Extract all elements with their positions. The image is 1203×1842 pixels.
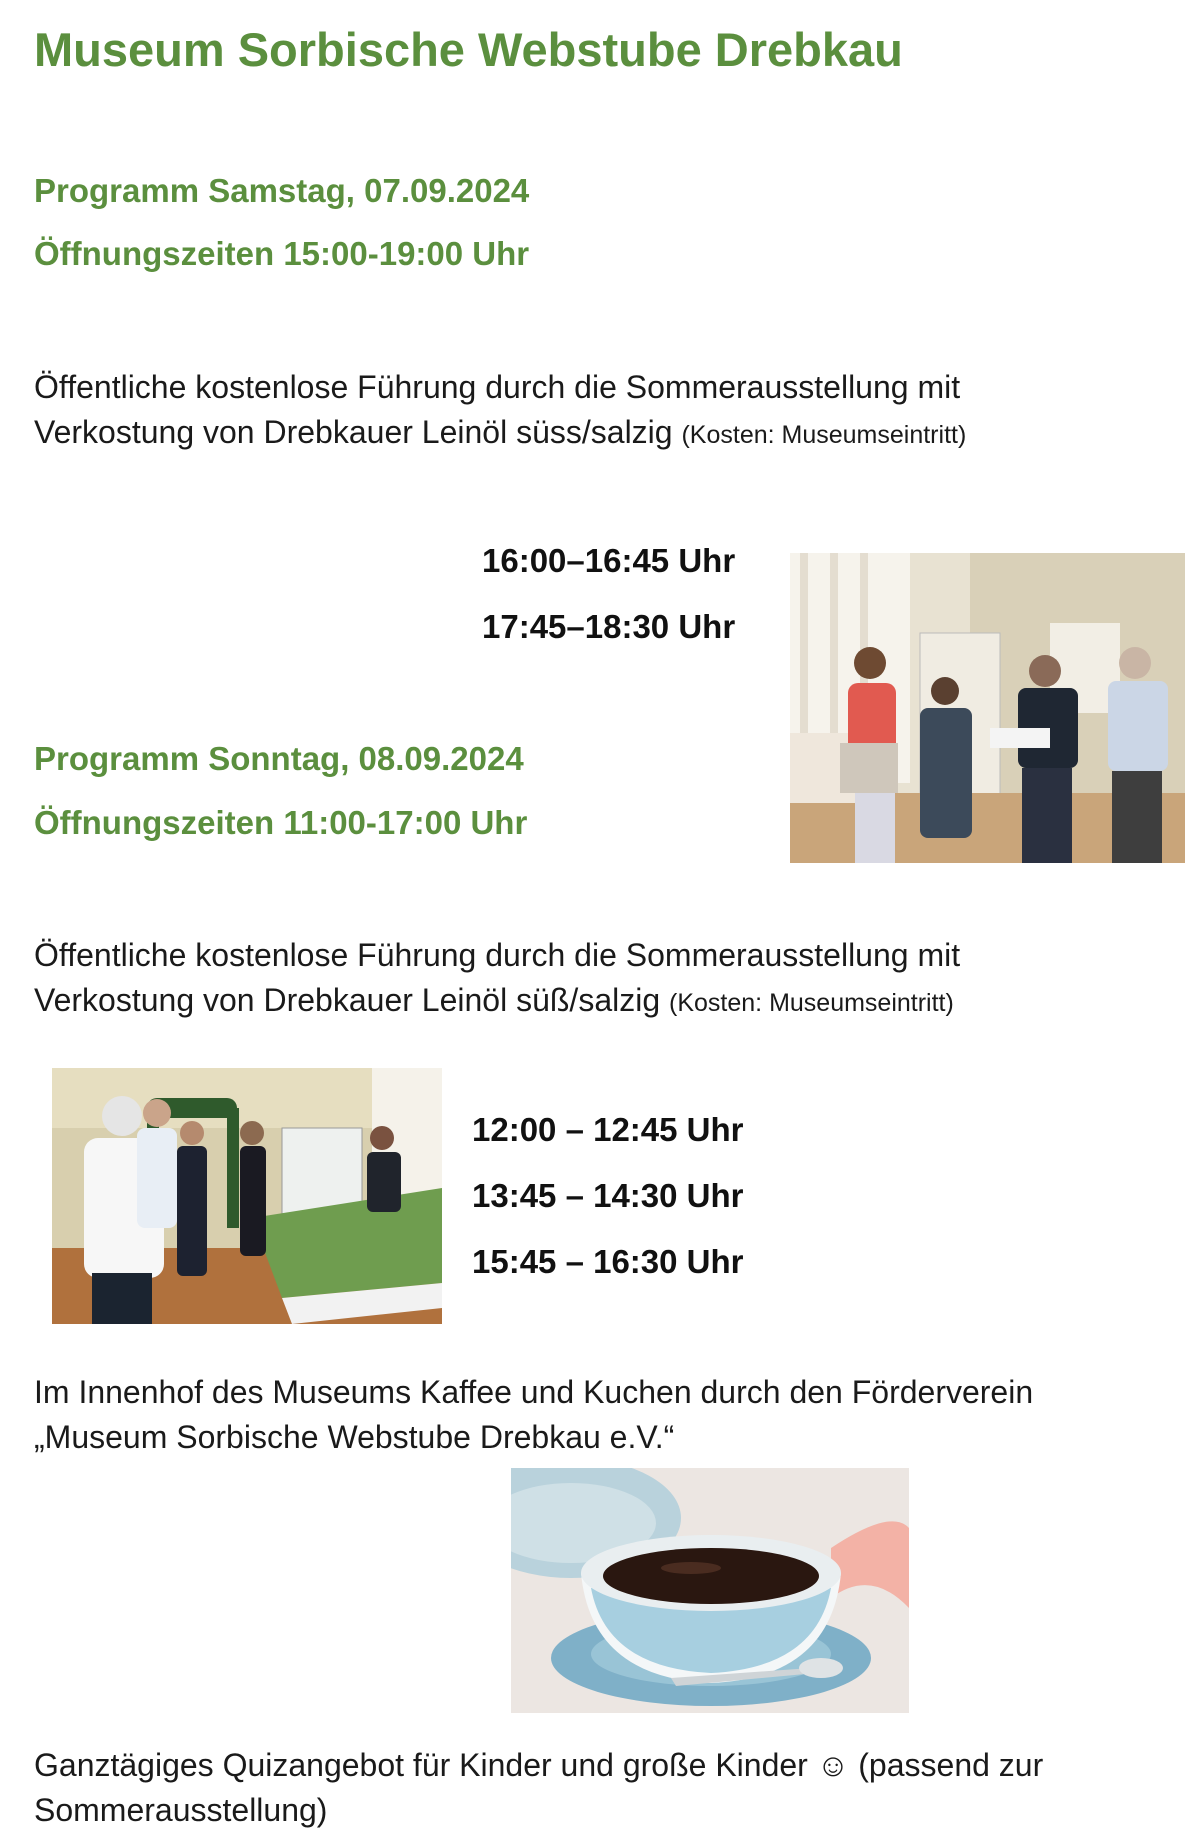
saturday-description-line2: Verkostung von Drebkauer Leinöl süss/salzig (Kosten: Museumseintritt) <box>34 414 967 450</box>
quiz-line1: Ganztägiges Quizangebot für Kinder und große Kinder ☺ (passend zur <box>34 1747 1044 1783</box>
sunday-cost-note: (Kosten: Museumseintritt) <box>669 989 954 1017</box>
saturday-cost-note: (Kosten: Museumseintritt) <box>681 421 967 449</box>
saturday-time-1: 16:00–16:45 Uhr <box>482 542 736 579</box>
saturday-description-line1: Öffentliche kostenlose Führung durch die Sommerausstellung mit <box>34 369 961 405</box>
sunday-hours: Öffnungszeiten 11:00-17:00 Uhr <box>34 804 528 841</box>
sunday-heading: Programm Sonntag, 08.09.2024 <box>34 740 524 777</box>
page-title: Museum Sorbische Webstube Drebkau <box>34 23 903 76</box>
group-tour-photo <box>790 553 1185 863</box>
cafe-info <box>34 1370 1184 1460</box>
sunday-time-1: 12:00 – 12:45 Uhr <box>472 1111 744 1148</box>
saturday-description <box>34 365 1174 458</box>
exhibition-room-photo <box>52 1068 442 1324</box>
sunday-description <box>34 933 1174 1026</box>
cafe-line1: Im Innenhof des Museums Kaffee und Kuchen durch den Förderverein <box>34 1374 1034 1410</box>
quiz-info <box>34 1743 1184 1833</box>
cafe-line2: „Museum Sorbische Webstube Drebkau e.V.“ <box>34 1419 675 1455</box>
saturday-time-2: 17:45–18:30 Uhr <box>482 608 736 645</box>
saturday-tour-times <box>482 528 735 660</box>
sunday-description-line2: Verkostung von Drebkauer Leinöl süß/salzig (Kosten: Museumseintritt) <box>34 982 954 1018</box>
saturday-hours: Öffnungszeiten 15:00-19:00 Uhr <box>34 235 530 272</box>
quiz-line2: Sommerausstellung) <box>34 1792 328 1828</box>
sunday-tour-times <box>472 1097 744 1295</box>
saturday-heading: Programm Samstag, 07.09.2024 <box>34 172 530 209</box>
sunday-time-3: 15:45 – 16:30 Uhr <box>472 1243 744 1280</box>
sunday-time-2: 13:45 – 14:30 Uhr <box>472 1177 744 1214</box>
sunday-description-line1: Öffentliche kostenlose Führung durch die Sommerausstellung mit <box>34 937 961 973</box>
coffee-cup-photo <box>511 1468 909 1713</box>
